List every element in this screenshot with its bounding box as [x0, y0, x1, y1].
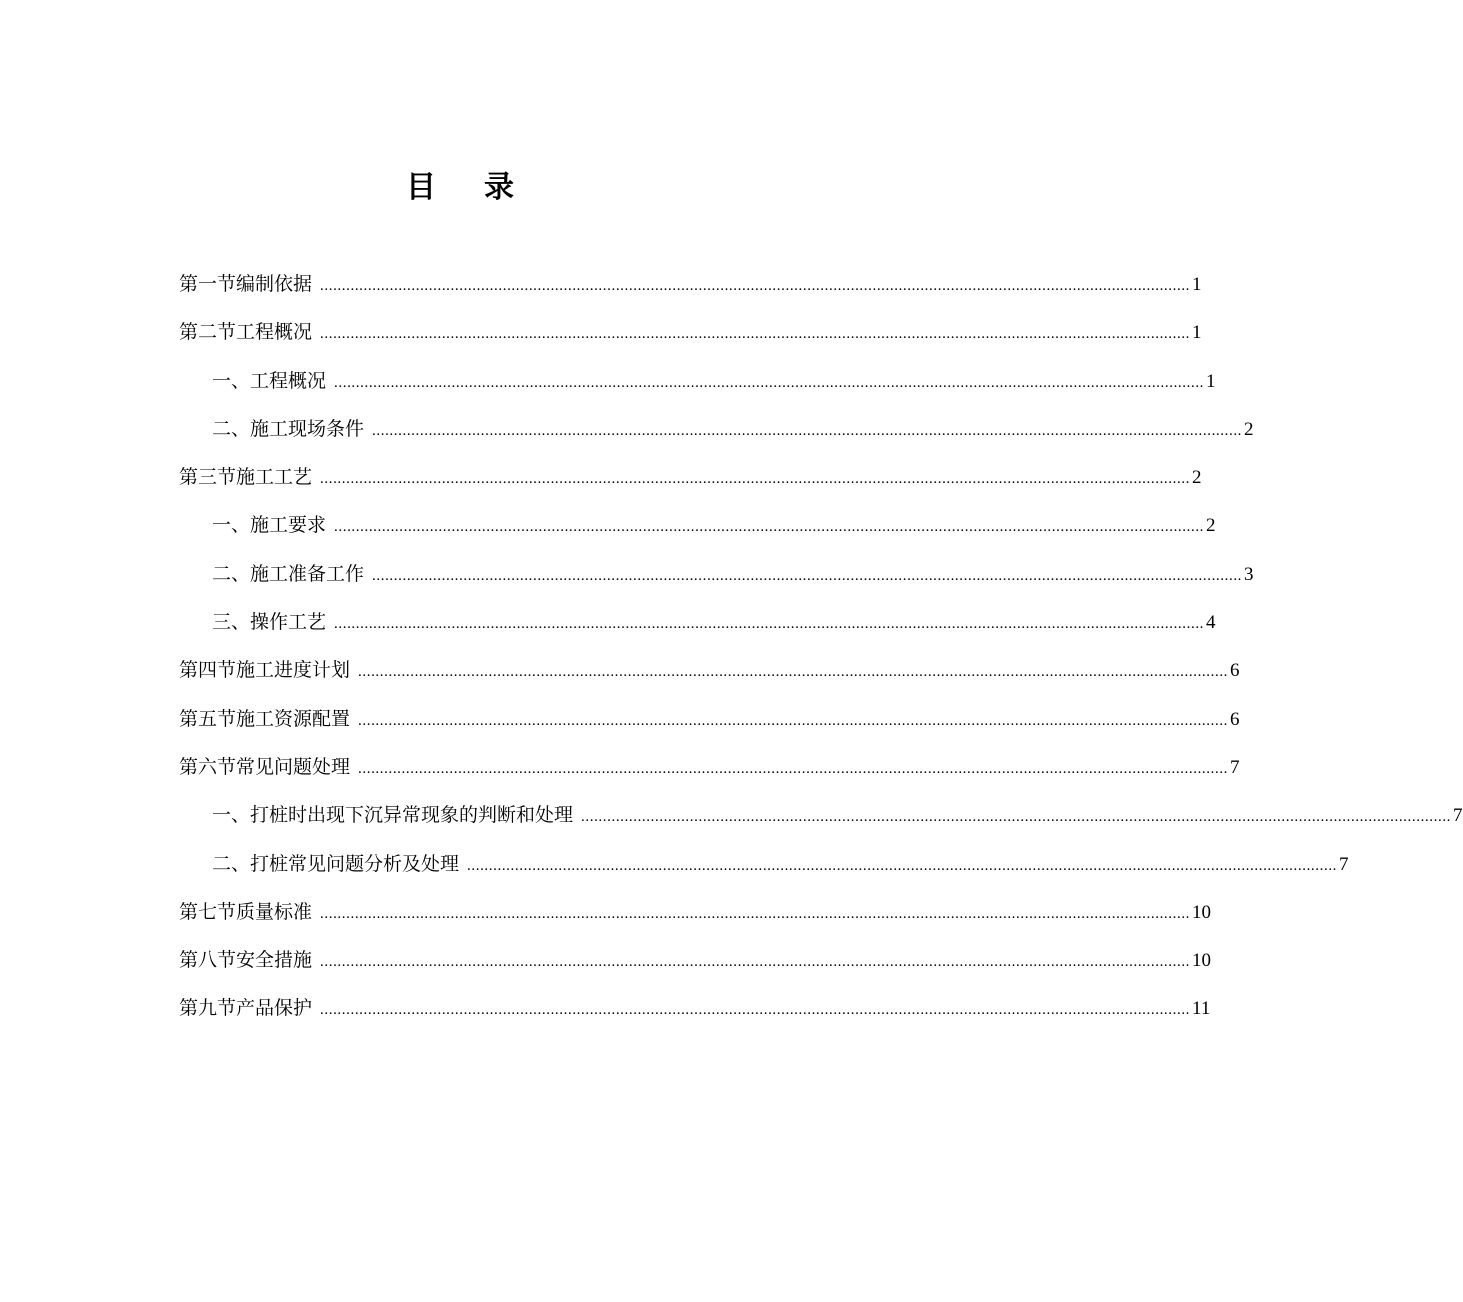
toc-dot-leader: ........................................................................................................................................................................................................	[372, 422, 1243, 439]
toc-entry-number: 第九节	[179, 997, 237, 1020]
toc-entry-number: 第一节	[179, 273, 237, 295]
toc-entry-number: 二、	[212, 562, 251, 585]
toc-entry-number: 一、	[212, 514, 251, 537]
toc-entry[interactable]	[179, 357, 1216, 405]
toc-entry[interactable]	[179, 984, 1211, 1032]
toc-entry[interactable]	[179, 550, 1254, 598]
toc-entry[interactable]	[179, 646, 1240, 694]
toc-entry-title: 施工准备工作	[250, 562, 365, 585]
toc-entry-page: 10	[1192, 901, 1212, 923]
toc-entry-title: 产品保护	[236, 997, 313, 1020]
toc-entry-number: 第四节	[179, 659, 237, 682]
toc-dot-leader: ........................................................................................................................................................................................................	[334, 616, 1205, 633]
toc-entry-title: 工程概况	[250, 369, 327, 392]
toc-entry-title: 工程概况	[236, 321, 313, 344]
toc-entry-number: 第八节	[179, 949, 237, 972]
toc-entry-page: 4	[1206, 612, 1216, 634]
toc-entry-title: 质量标准	[236, 900, 313, 923]
toc-entry[interactable]	[179, 695, 1240, 743]
toc-dot-leader: ........................................................................................................................................................................................................	[581, 809, 1452, 826]
toc-entry-page: 2	[1192, 467, 1202, 489]
toc-dot-leader: ........................................................................................................................................................................................................	[467, 857, 1338, 874]
toc-dot-leader: ........................................................................................................................................................................................................	[320, 278, 1191, 294]
toc-entry-page: 7	[1453, 805, 1463, 827]
toc-dot-leader: ........................................................................................................................................................................................................	[320, 1002, 1191, 1019]
toc-entry-page: 1	[1192, 322, 1202, 344]
toc-entry-page: 11	[1192, 998, 1211, 1020]
toc-dot-leader: ........................................................................................................................................................................................................	[358, 712, 1229, 729]
toc-entry-title: 编制依据	[236, 273, 313, 295]
toc-entry-number: 第二节	[179, 321, 237, 344]
toc-entry-page: 6	[1230, 660, 1240, 682]
toc-entry[interactable]	[179, 598, 1216, 646]
toc-dot-leader: ........................................................................................................................................................................................................	[320, 905, 1191, 922]
toc-entry-title: 施工现场条件	[250, 417, 365, 440]
page-title	[0, 162, 920, 214]
toc-entry-number: 三、	[212, 611, 251, 634]
toc-entry-page: 10	[1192, 950, 1212, 972]
toc-entry-number: 第七节	[179, 900, 237, 923]
toc-entry-title: 施工资源配置	[236, 707, 351, 730]
toc-entry-number: 一、	[212, 369, 251, 392]
toc-entry-page: 2	[1244, 418, 1254, 440]
toc-entry-title: 安全措施	[236, 949, 313, 972]
toc-entry-page: 1	[1192, 274, 1202, 295]
toc-entry-title: 常见问题处理	[236, 755, 351, 778]
toc-dot-leader: ........................................................................................................................................................................................................	[372, 567, 1243, 584]
toc-dot-leader: ........................................................................................................................................................................................................	[358, 760, 1229, 777]
toc-entry-title: 打桩常见问题分析及处理	[250, 852, 460, 875]
title-char-left: 目	[406, 170, 436, 205]
toc-entry-title: 施工进度计划	[236, 659, 351, 682]
toc-entry-number: 二、	[212, 852, 251, 875]
toc-entry-page: 1	[1206, 370, 1216, 392]
toc-entry[interactable]	[179, 888, 1212, 936]
toc-entry-title: 打桩时出现下沉异常现象的判断和处理	[250, 804, 574, 827]
toc-entry-page: 6	[1230, 708, 1240, 730]
toc-dot-leader: ........................................................................................................................................................................................................	[334, 519, 1205, 536]
toc-dot-leader: ........................................................................................................................................................................................................	[320, 954, 1191, 971]
toc-entry[interactable]	[179, 453, 1202, 501]
toc-dot-leader: ........................................................................................................................................................................................................	[358, 664, 1229, 681]
toc-entry-title: 施工工艺	[236, 466, 313, 489]
toc-entry-page: 2	[1206, 515, 1216, 537]
toc-entry[interactable]	[179, 936, 1212, 984]
toc-entry-number: 第三节	[179, 466, 237, 489]
toc-entry[interactable]	[179, 405, 1254, 453]
toc-entry[interactable]	[179, 840, 1349, 888]
toc-entry[interactable]	[179, 791, 1463, 839]
title-char-right: 录	[484, 170, 514, 205]
toc-dot-leader: ........................................................................................................................................................................................................	[320, 471, 1191, 488]
toc-entry[interactable]	[179, 501, 1216, 549]
toc-entry[interactable]	[179, 743, 1240, 791]
toc-entry-number: 一、	[212, 804, 251, 827]
toc-entry-page: 3	[1244, 563, 1254, 585]
table-of-contents	[179, 260, 1463, 1033]
toc-entry-page: 7	[1339, 853, 1349, 875]
toc-dot-leader: ........................................................................................................................................................................................................	[320, 326, 1191, 343]
toc-entry-number: 二、	[212, 417, 251, 440]
toc-entry-page: 7	[1230, 756, 1240, 778]
toc-entry-title: 操作工艺	[250, 611, 327, 634]
toc-entry[interactable]	[179, 308, 1202, 356]
toc-entry-number: 第五节	[179, 707, 237, 730]
toc-dot-leader: ........................................................................................................................................................................................................	[334, 374, 1205, 391]
toc-entry-title: 施工要求	[250, 514, 327, 537]
toc-entry[interactable]	[179, 260, 1202, 308]
toc-entry-number: 第六节	[179, 755, 237, 778]
